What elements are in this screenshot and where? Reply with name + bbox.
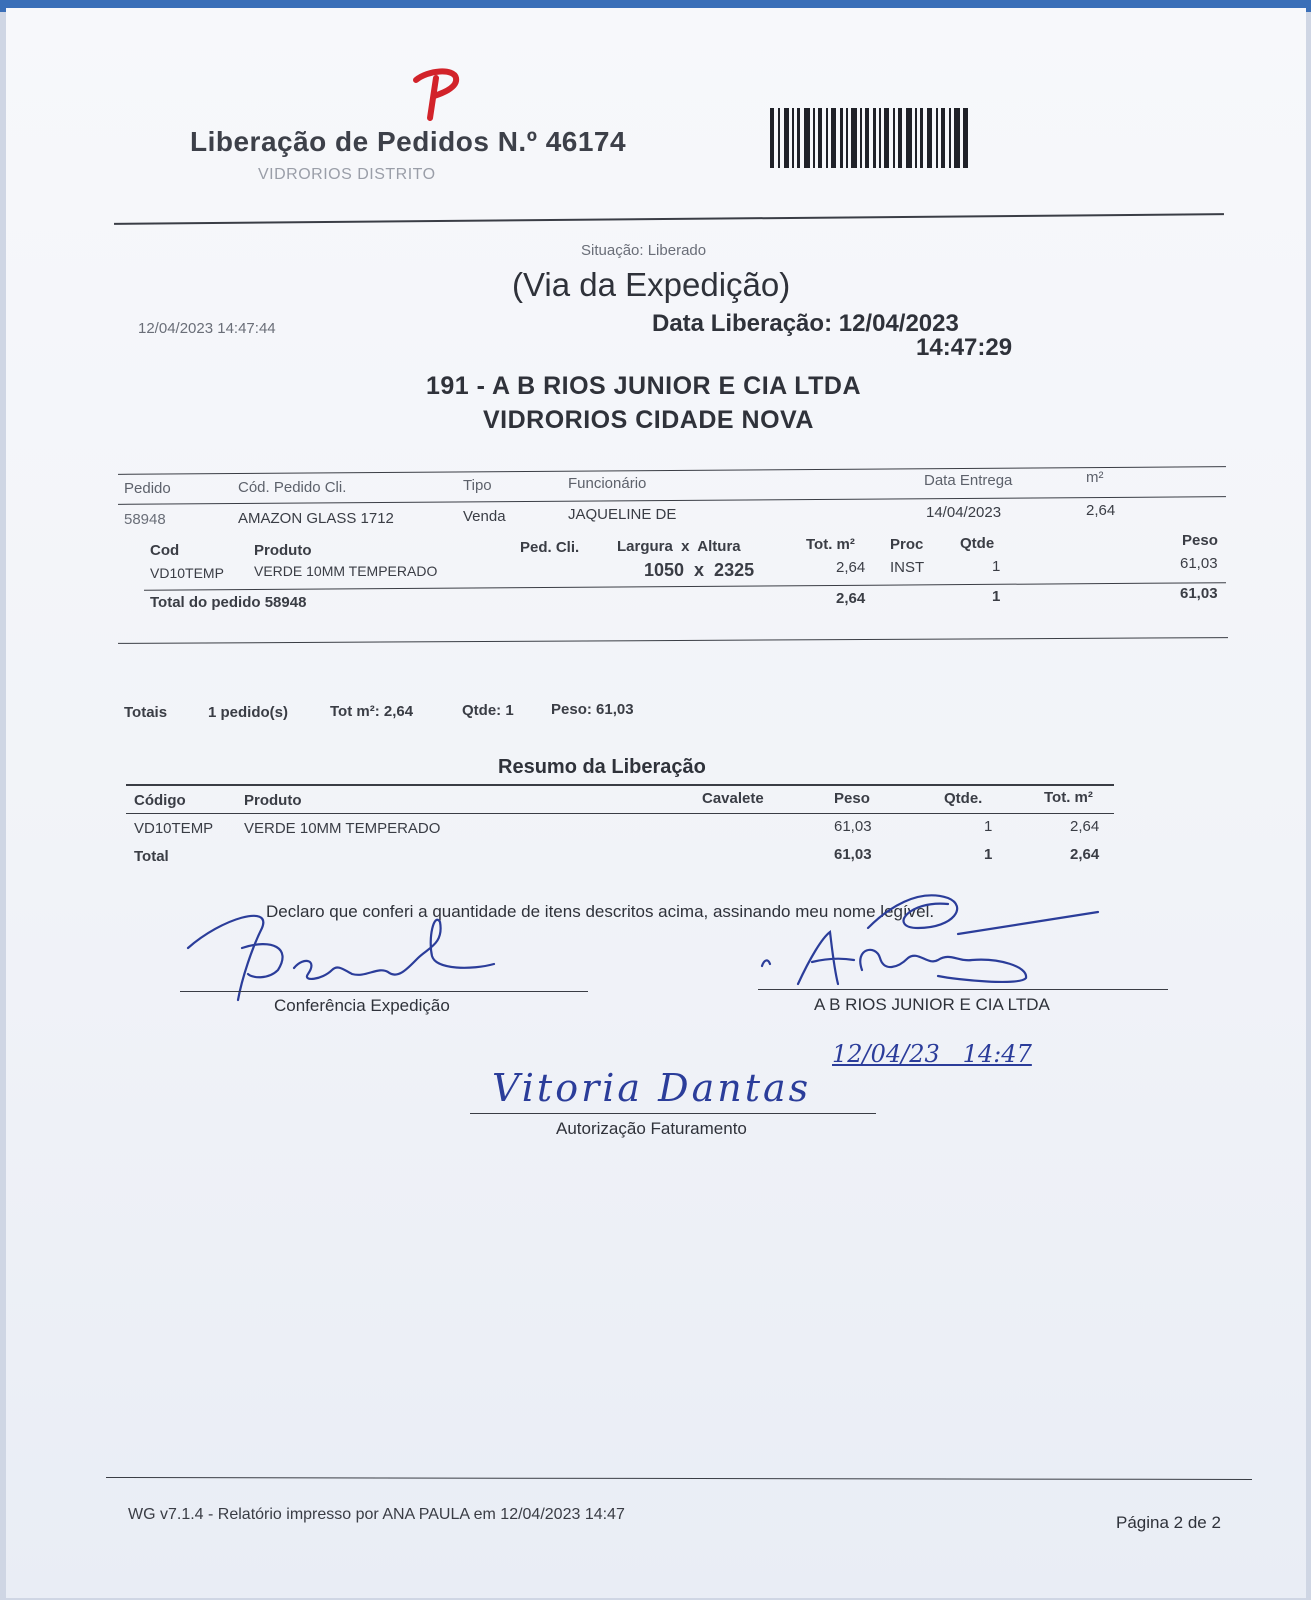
resumo-qtde: 1 <box>984 818 993 835</box>
item-header-cod: Cod <box>150 542 180 559</box>
resumo-header-cavalete: Cavalete <box>702 790 764 807</box>
resumo-total-qtde: 1 <box>984 846 993 863</box>
totals-qtde: Qtde: 1 <box>462 702 514 719</box>
client-branch: VIDRORIOS CIDADE NOVA <box>483 406 814 434</box>
col-header-funcionario: Funcionário <box>568 475 647 492</box>
page-number: Página 2 de 2 <box>1116 1513 1221 1532</box>
footer-rule <box>106 1477 1252 1480</box>
order-total-peso: 61,03 <box>1180 585 1218 602</box>
resumo-total-peso: 61,03 <box>834 846 872 863</box>
client-name: 191 - A B RIOS JUNIOR E CIA LTDA <box>426 372 862 400</box>
handwritten-name: Vitoria Dantas <box>492 1066 812 1110</box>
via-title: (Via da Expedição) <box>512 266 791 303</box>
resumo-total-label: Total <box>134 848 169 865</box>
empresa-line <box>758 989 1168 990</box>
resumo-tot-m2: 2,64 <box>1070 818 1100 835</box>
document-title: Liberação de Pedidos N.º 46174 <box>190 126 627 157</box>
header-divider <box>114 213 1224 225</box>
order-total-qtde: 1 <box>992 588 1001 605</box>
item-header-peso: Peso <box>1182 532 1218 549</box>
resumo-codigo: VD10TEMP <box>134 820 214 837</box>
conferencia-line <box>180 991 588 992</box>
company-subtitle: VIDRORIOS DISTRITO <box>258 166 436 183</box>
item-total-rule <box>144 582 1226 591</box>
conferencia-signature <box>182 908 522 1008</box>
item-header-qtde: Qtde <box>960 535 995 552</box>
order-pedido: 58948 <box>124 511 166 528</box>
resumo-peso: 61,03 <box>834 818 872 835</box>
item-qtde: 1 <box>992 558 1001 575</box>
resumo-header-codigo: Código <box>134 792 186 809</box>
item-header-largura-altura: Largura x Altura <box>617 538 741 555</box>
barcode-icon <box>770 108 968 168</box>
resumo-header-produto: Produto <box>244 792 302 809</box>
resumo-header-tot-m2: Tot. m² <box>1044 789 1093 806</box>
item-cod: VD10TEMP <box>150 565 224 581</box>
footer-print-info: WG v7.1.4 - Relatório impresso por ANA PAULA em 12/04/2023 14:47 <box>128 1506 625 1523</box>
item-header-ped-cli: Ped. Cli. <box>520 539 580 556</box>
item-proc: INST <box>890 559 925 576</box>
release-time: 14:47:29 <box>916 334 1013 361</box>
item-dimensions: 1050 x 2325 <box>644 560 755 580</box>
order-total-m2: 2,64 <box>836 590 866 607</box>
empresa-signature <box>758 888 1118 998</box>
resumo-header-qtde: Qtde. <box>944 790 983 807</box>
resumo-top-rule <box>126 784 1114 786</box>
totals-label: Totais <box>124 704 168 721</box>
col-header-pedido: Pedido <box>124 480 171 497</box>
col-header-data-entrega: Data Entrega <box>924 472 1013 489</box>
handwritten-date: 12/04/23 14:47 <box>832 1040 1032 1068</box>
resumo-produto: VERDE 10MM TEMPERADO <box>244 820 441 837</box>
resumo-header-peso: Peso <box>834 790 870 807</box>
status-label: Situação: Liberado <box>581 242 707 259</box>
item-produto: VERDE 10MM TEMPERADO <box>254 563 438 579</box>
col-header-cod-pedido-cli: Cód. Pedido Cli. <box>238 479 347 496</box>
release-date: Data Liberação: 12/04/2023 <box>652 310 959 337</box>
declaration-text: Declaro que conferi a quantidade de itens descritos acima, assinando meu nome legível. <box>266 902 935 921</box>
order-tipo: Venda <box>463 508 506 525</box>
autorizacao-line <box>470 1113 876 1114</box>
order-header-rule <box>118 496 1226 505</box>
order-table-bottom-rule <box>118 637 1228 644</box>
item-header-proc: Proc <box>890 536 924 553</box>
col-header-m2: m² <box>1086 469 1104 486</box>
document-page <box>6 8 1306 1598</box>
order-funcionario: JAQUELINE DE <box>568 506 677 523</box>
order-cod-pedido-cli: AMAZON GLASS 1712 <box>238 510 394 527</box>
totals-peso: Peso: 61,03 <box>551 701 634 718</box>
resumo-header-rule <box>126 813 1114 814</box>
col-header-tipo: Tipo <box>463 477 492 494</box>
totals-pedidos: 1 pedido(s) <box>208 704 289 721</box>
resumo-total-tot-m2: 2,64 <box>1070 846 1100 863</box>
item-peso: 61,03 <box>1180 555 1218 572</box>
autorizacao-label: Autorização Faturamento <box>556 1119 747 1138</box>
empresa-label: A B RIOS JUNIOR E CIA LTDA <box>814 995 1050 1014</box>
order-table-top-rule <box>118 466 1226 475</box>
conferencia-label: Conferência Expedição <box>274 996 450 1015</box>
resumo-title: Resumo da Liberação <box>498 756 706 778</box>
order-data-entrega: 14/04/2023 <box>926 504 1002 521</box>
item-header-tot-m2: Tot. m² <box>806 536 855 553</box>
printed-timestamp: 12/04/2023 14:47:44 <box>138 320 276 337</box>
order-total-label: Total do pedido 58948 <box>150 594 307 611</box>
totals-m2: Tot m²: 2,64 <box>330 703 414 720</box>
item-header-produto: Produto <box>254 542 312 559</box>
red-p-logo-icon <box>410 66 464 122</box>
order-m2: 2,64 <box>1086 502 1116 519</box>
item-tot-m2: 2,64 <box>836 559 866 576</box>
